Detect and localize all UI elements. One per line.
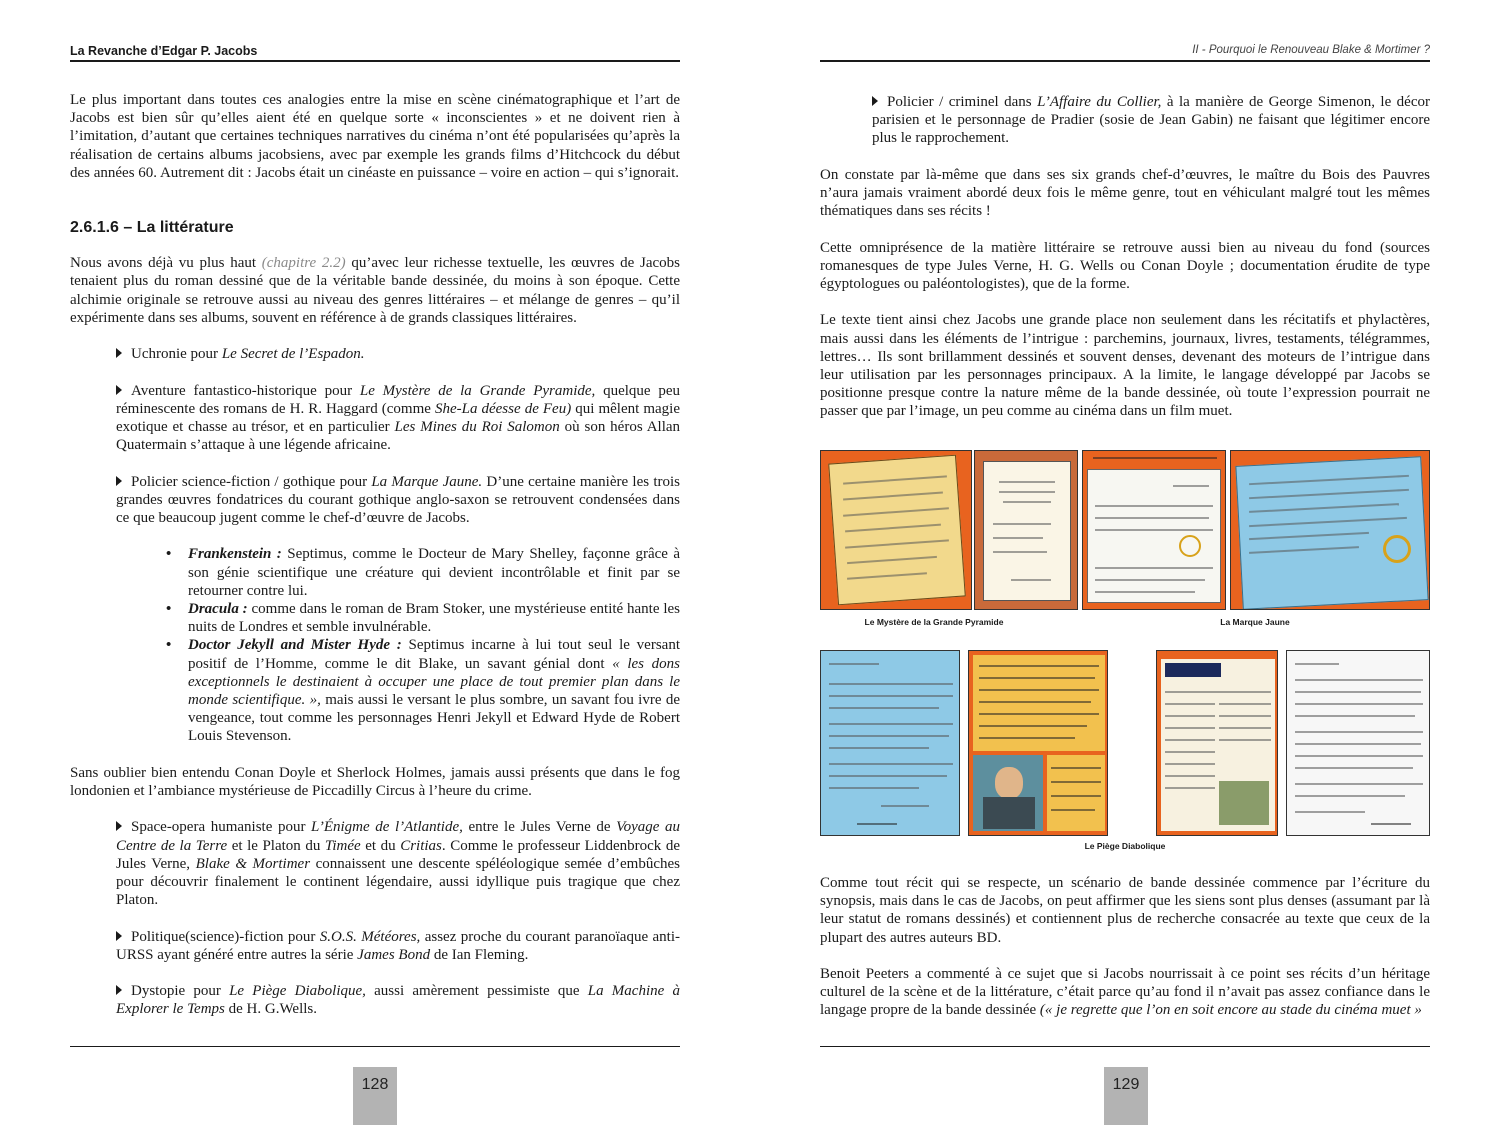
arrow-bullet-icon — [116, 348, 122, 358]
page-number: 129 — [1104, 1067, 1148, 1125]
left-header — [70, 44, 680, 62]
arrow-bullet-icon — [872, 96, 878, 106]
genre-item-uchronie: Uchronie pour Le Secret de l’Espadon. — [70, 345, 680, 363]
right-page — [820, 0, 1430, 1125]
left-body — [70, 91, 680, 1019]
genre-item-politique: Politique(science)-fiction pour S.O.S. Météores, assez proche du courant paranoïaque anti-URSS ayant généré entre autres la série James Bond de Ian Fleming. — [116, 928, 681, 963]
list-item: • Dracula : comme dans le roman de Bram Stoker, une mystérieuse entité hante les nuits de Londres et semble invulnérable. — [188, 600, 680, 636]
comic-panel-piege-1 — [820, 650, 960, 836]
comic-panel-marque-2 — [1230, 450, 1430, 610]
comic-panel-piege-4 — [1286, 650, 1430, 836]
comic-panel-pyramide-2 — [974, 450, 1078, 610]
paragraph-genres: On constate par là-même que dans ses six grands chef-d’œuvres, le maître du Bois des Pauvres n’aura jamais vraiment abordé deux fois le même genre, tout en véhiculant malgré tout les mêmes thématiques dans ses récits ! — [820, 166, 1430, 220]
left-page — [70, 0, 680, 1125]
right-header — [820, 44, 1430, 62]
page-number: 128 — [353, 1067, 397, 1125]
footer-rule — [820, 1046, 1430, 1047]
running-title: II - Pourquoi le Renouveau Blake & Mortimer ? — [1192, 44, 1430, 56]
intro-paragraph: Le plus important dans toutes ces analogies entre la mise en scène cinématographique et l’art de Jacobs est bien sûr qu’elles aient été en quelque sorte « inconscientes » et ne doivent rien à l’imitation, d’autant que certaines techniques narratives du cinéma n’ont été popularisées qu’après la réalisation de certains albums jacobsiens, avec par exemple les grands films d’Hitchcock du début des années 60. Autrement dit : Jacobs était un cinéaste en puissance – voire en action – qui s’ignorait. — [70, 92, 680, 181]
genre-item-space-opera: Space-opera humaniste pour L’Énigme de l’Atlantide, entre le Jules Verne de Voyage au Centre de la Terre et le Platon du Timée et du Critias. Comme le professeur Liddenbrock de Jules Verne, Blake & Mortimer connaissent une descente spéléologique semée d’embûches pour découvrir finalement le continent légendaire, aussi idyllique puis tragique que chez Platon. — [116, 819, 681, 909]
arrow-bullet-icon — [116, 985, 122, 995]
genre-item-policier-sf: Policier science-fiction / gothique pour La Marque Jaune. D’une certaine manière les trois grandes œuvres fondatrices du courant gothique anglo-saxon se retrouvent condensées dans ce que beaucoup jugent comme le chef-d’œuvre de Jacobs. — [116, 473, 680, 526]
paragraph-texte: Le texte tient ainsi chez Jacobs une grande place non seulement dans les récitatifs et phylactères, mais aussi dans les éléments de l’intrigue : parchemins, journaux, livres, testaments, télégrammes, lettres… Ils sont brillamment dessinés et souvent denses, devenant des moteurs de l’intrigue dans leur utilisation par les personnages principaux. A la limite, le langage développé par Jacobs se positionne presque contre la nature même de la bande dessinée, où toute l’expression pourrait ne passer que par l’image, un peu comme au cinéma dans un film muet. — [820, 312, 1430, 420]
arrow-bullet-icon — [116, 931, 122, 941]
list-item: • Doctor Jekyll and Mister Hyde : Septimus incarne à lui tout seul le versant positif de l’Homme, comme le dit Blake, un savant génial dont « les dons exceptionnels le destinaient à occuper une place de tout premier plan dans le monde scientifique. », mais aussi le versant le plus sombre, un savant fou ivre de vengeance, tout comme les personnages Henri Jekyll et Edward Hyde de Robert Louis Stevenson. — [188, 636, 680, 745]
gothic-list — [70, 545, 680, 745]
comic-figures — [820, 450, 1430, 855]
comic-panel-pyramide-1 — [820, 450, 972, 610]
paragraph-conan-doyle: Sans oublier bien entendu Conan Doyle et Sherlock Holmes, jamais aussi présents que dans le fog londonien et l’ambiance mystérieuse de Piccadilly Circus à l’heure du crime. — [70, 764, 680, 800]
footer-rule — [70, 1046, 680, 1047]
right-body-bottom — [820, 874, 1430, 1020]
paragraph-synopsis: Comme tout récit qui se respecte, un scénario de bande dessinée commence par l’écriture du synopsis, mais dans le cas de Jacobs, on peut affirmer que les siens sont plus denses (assumant par là leur statut de romans dessinés) et contiennent plus de recherche consacrée au texte que ceux de la plupart des autres auteurs BD. — [820, 875, 1430, 946]
chapter-link[interactable]: (chapitre 2.2) — [261, 255, 346, 272]
figure-caption: Le Piège Diabolique — [1084, 841, 1166, 851]
genre-item-aventure: Aventure fantastico-historique pour Le Mystère de la Grande Pyramide, quelque peu réminescente des romans de H. R. Haggard (comme She-La déesse de Feu) qui mêlent magie exotique et chasse au trésor, et en particulier Les Mines du Roi Salomon où son héros Allan Quatermain s’attaque à une légende africaine. — [116, 382, 681, 454]
paragraph-litterature: Nous avons déjà vu plus haut (chapitre 2.2) qu’avec leur richesse textuelle, les œuvres de Jacobs tenaient plus du roman dessiné que de la véritable bande dessinée, du moins à son époque. Cette alchimie originale se retrouve aussi au niveau des genres littéraires – et mélange de genres – qu’il expérimente dans ses albums, souvent en référence à de grands classiques littéraires. — [70, 255, 680, 326]
arrow-bullet-icon — [116, 476, 122, 486]
genre-item-dystopie: Dystopie pour Le Piège Diabolique, aussi amèrement pessimiste que La Machine à Explorer le Temps de H. G.Wells. — [116, 983, 680, 1018]
section-title: 2.6.1.6 – La littérature — [70, 219, 234, 237]
genre-item-policier: Policier / criminel dans L’Affaire du Collier, à la manière de George Simenon, le décor parisien et le personnage de Pradier (sosie de Jean Gabin) ne faisant que légitimer encore plus le rapprochement. — [872, 94, 1430, 147]
right-body-top — [820, 93, 1430, 421]
arrow-bullet-icon — [116, 821, 122, 831]
figure-caption: La Marque Jaune — [1220, 617, 1290, 627]
figure-caption: Le Mystère de la Grande Pyramide — [864, 617, 1004, 627]
running-title: La Revanche d’Edgar P. Jacobs — [70, 44, 258, 58]
comic-panel-marque-1 — [1082, 450, 1226, 610]
arrow-bullet-icon — [116, 385, 122, 395]
list-item: • Frankenstein : Septimus, comme le Docteur de Mary Shelley, façonne grâce à son génie scientifique une créature qui devient incontrôlable et finit par se retourner contre lui. — [188, 545, 680, 600]
paragraph-peeters: Benoit Peeters a commenté à ce sujet que si Jacobs nourrissait à ce point ses récits d’un héritage culturel de la scène et de la littérature, c’était parce qu’au fond il n’avait pas assez confiance dans le langage propre de la bande dessinée (« je regrette que l’on en soit encore au stade du cinéma muet » — [820, 966, 1430, 1019]
comic-panel-piege-3 — [1156, 650, 1278, 836]
comic-panel-piege-2 — [968, 650, 1108, 836]
paragraph-omnipresence: Cette omniprésence de la matière littéraire se retrouve aussi bien au niveau du fond (sources romanesques de type Jules Verne, H. G. Wells ou Conan Doyle ; documentation érudite de type égyptologues ou paléontologistes), que de la forme. — [820, 239, 1430, 292]
